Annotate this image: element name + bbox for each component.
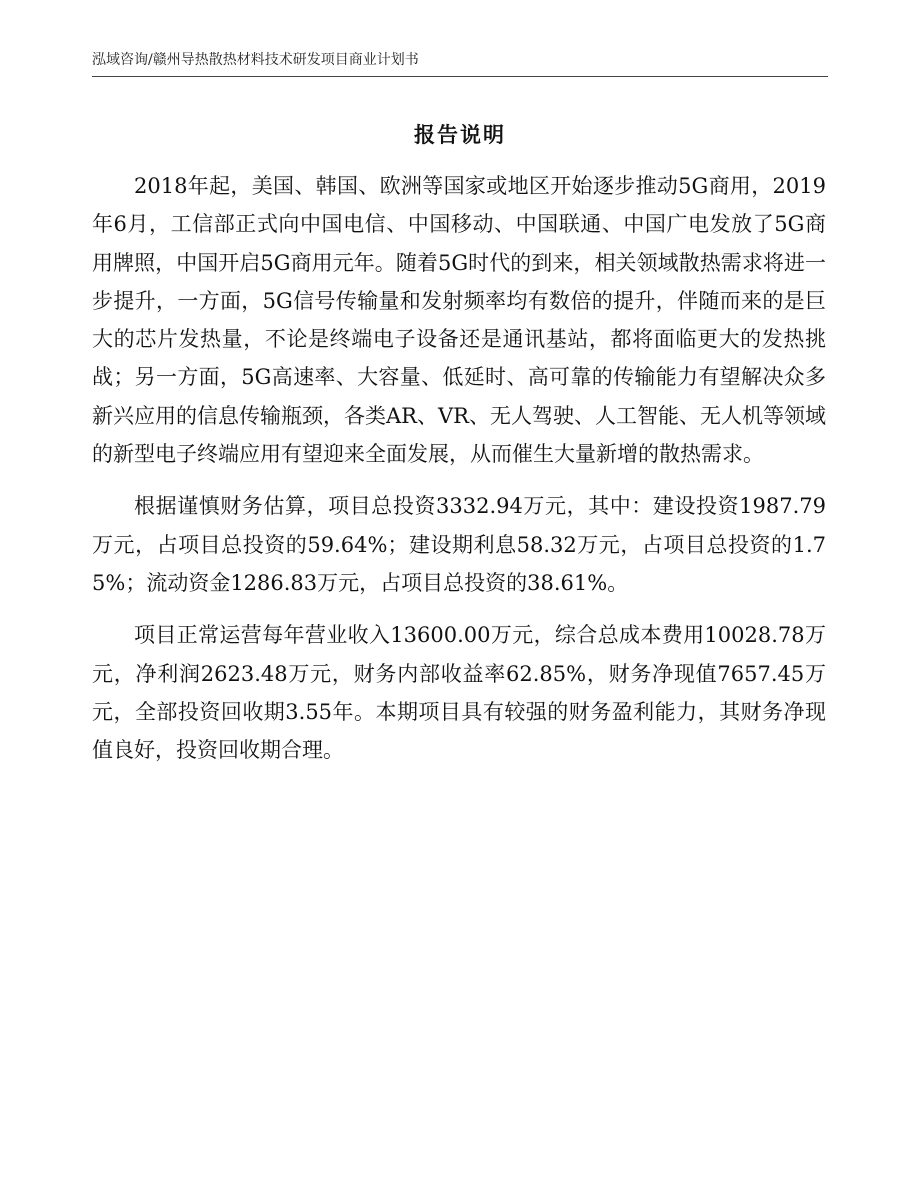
paragraph-financials: 项目正常运营每年营业收入13600.00万元，综合总成本费用10028.78万元，净利润2623.48万元，财务内部收益率62.85%，财务净现值7657.45万元，全部投资回收期3.55年。本期项目具有较强的财务盈利能力，其财务净现值良好，投资回收期合理。 bbox=[92, 623, 826, 763]
page-title: 报告说明 bbox=[414, 122, 506, 147]
paragraph-5g-background: 2018年起，美国、韩国、欧洲等国家或地区开始逐步推动5G商用，2019年6月，工信部正式向中国电信、中国移动、中国联通、中国广电发放了5G商用牌照，中国开启5G商用元年。随着5G时代的到来，相关领域散热需求将进一步提升，一方面，5G信号传输量和发射频率均有数倍的提升，伴随而来的是巨大的芯片发热量，不论是终端电子设备还是通讯基站，都将面临更大的发热挑战；另一方面，5G高速率、大容量、低延时、高可靠的传输能力有望解决众多新兴应用的信息传输瓶颈，各类AR、VR、无人驾驶、人工智能、无人机等领域的新型电子终端应用有望迎来全面发展，从而催生大量新增的散热需求。 bbox=[92, 174, 826, 467]
running-header: 泓域咨询/赣州导热散热材料技术研发项目商业计划书 bbox=[92, 52, 419, 68]
header-divider bbox=[92, 76, 828, 77]
report-body bbox=[92, 167, 826, 769]
paragraph-investment: 根据谨慎财务估算，项目总投资3332.94万元，其中：建设投资1987.79万元，占项目总投资的59.64%；建设期利息58.32万元，占项目总投资的1.75%；流动资金1286.83万元，占项目总投资的38.61%。 bbox=[92, 494, 826, 595]
